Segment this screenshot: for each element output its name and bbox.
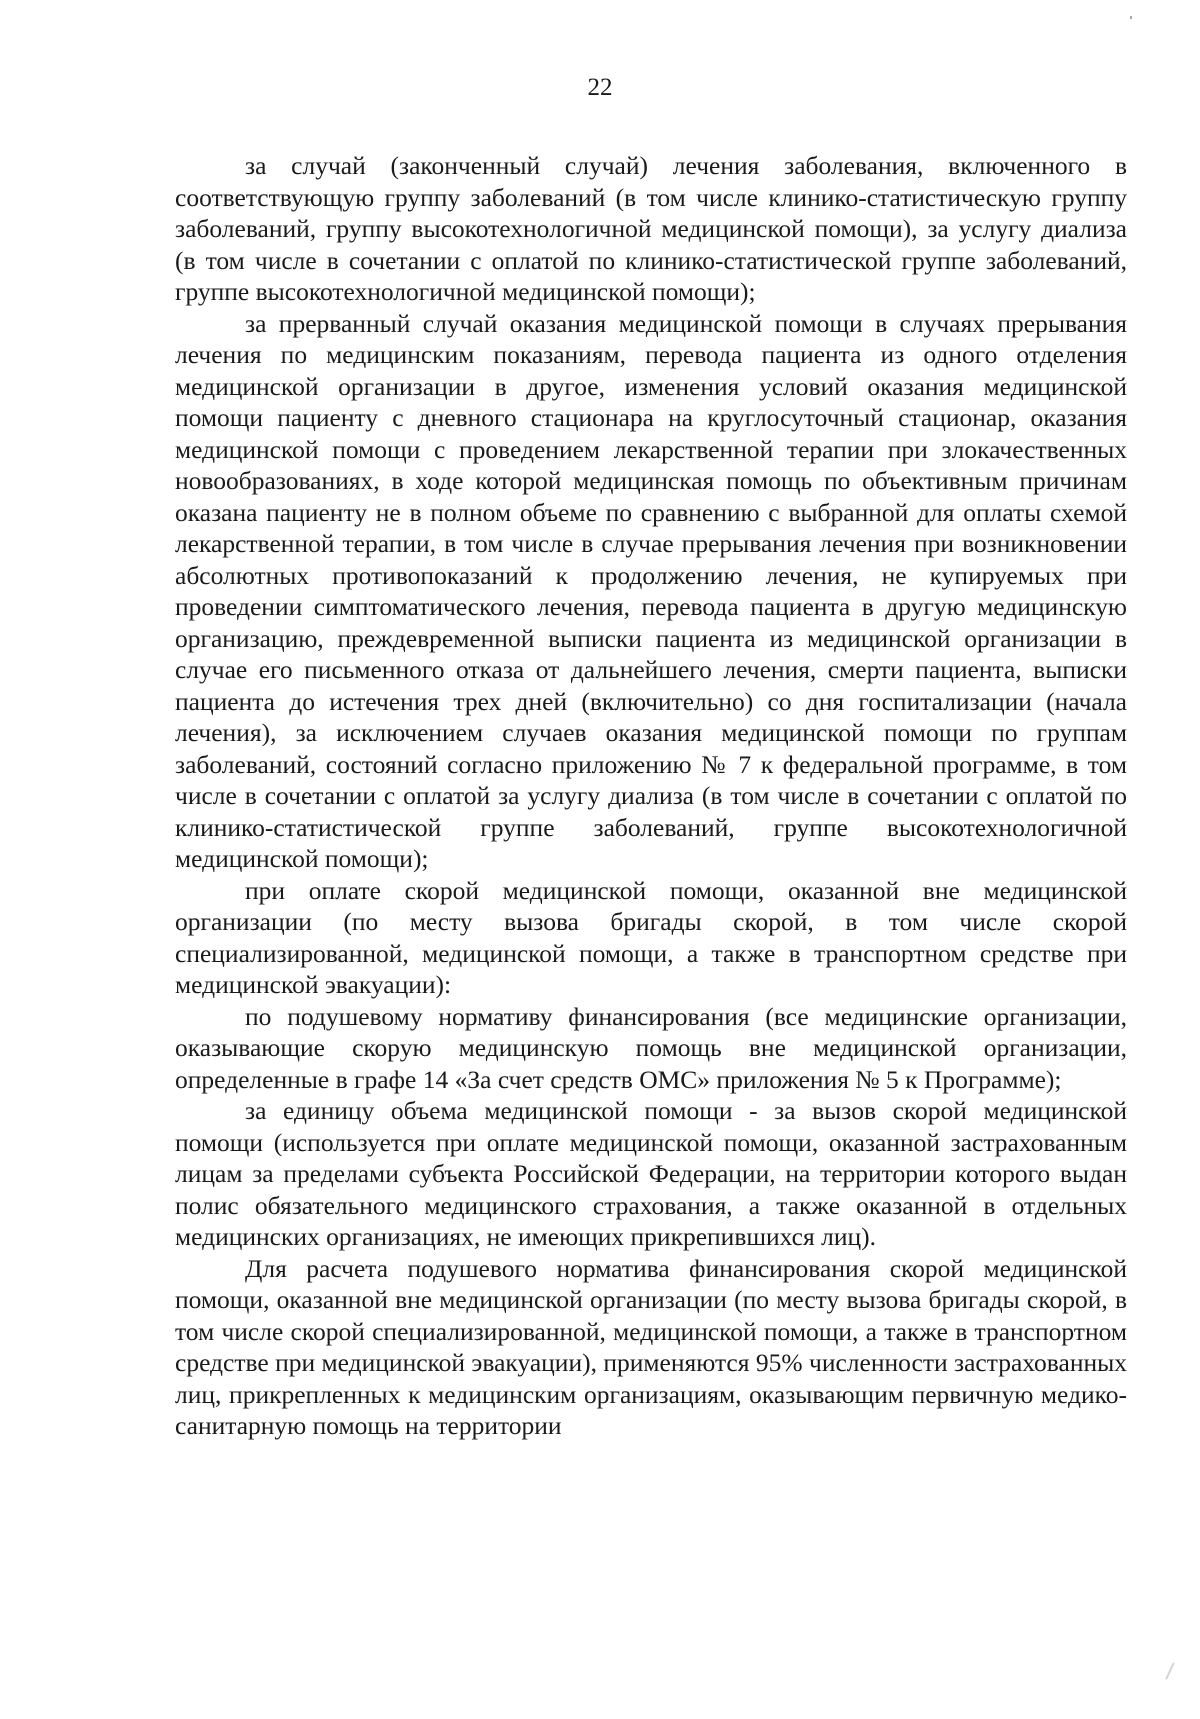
page-number: 22 [587, 74, 613, 101]
document-body [175, 150, 1127, 1442]
paragraph-per-capita-norm: по подушевому нормативу финансирования (все медицинские организации, оказывающие скорую медицинскую помощь вне медицинской организации, определенные в графе 14 «За счет средств ОМС» приложения № 5 к Программе); [175, 1001, 1127, 1094]
paragraph-per-call-unit: за единицу объема медицинской помощи - за вызов скорой медицинской помощи (используется при оплате медицинской помощи, оказанной застрахованным лицам за пределами субъекта Российской Федерации, на территории которого выдан полис обязательного медицинского страхования, а также оказанной в отдельных медицинских организациях, не имеющих прикрепившихся лиц). [175, 1096, 1127, 1251]
scan-artifact [1130, 16, 1132, 19]
paragraph-emergency-payment: при оплате скорой медицинской помощи, оказанной вне медицинской организации (по месту вызова бригады скорой, в том числе скорой специализированной, медицинской помощи, а также в транспортном средстве при медицинской эвакуации): [175, 875, 1127, 999]
paragraph-case-payment: за случай (законченный случай) лечения заболевания, включенного в соответствующую группу заболеваний (в том числе клинико-статистическую группу заболеваний, группу высокотехнологичной медицинской помощи), за услугу диализа (в том числе в сочетании с оплатой по клинико-статистической группе заболеваний, группе высокотехнологичной медицинской помощи); [175, 151, 1127, 306]
scan-artifact [1165, 1662, 1174, 1679]
paragraph-interrupted-case: за прерванный случай оказания медицинской помощи в случаях прерывания лечения по медицинским показаниям, перевода пациента из одного отделения медицинской организации в другое, изменения условий оказания медицинской помощи пациенту с дневного стационара на круглосуточный стационар, оказания медицинской помощи с проведением лекарственной терапии при злокачественных новообразованиях, в ходе которой медицинская помощь по объективным причинам оказана пациенту не в полном объеме по сравнению с выбранной для оплаты схемой лекарственной терапии, в том числе в случае прерывания лечения при возникновении абсолютных противопоказаний к продолжению лечения, не купируемых при проведении симптоматического лечения, перевода пациента в другую медицинскую организацию, преждевременной выписки пациента из медицинской организации в случае его письменного отказа от дальнейшего лечения, смерти пациента, выписки пациента до истечения трех дней (включительно) со дня госпитализации (начала лечения), за исключением случаев оказания медицинской помощи по группам заболеваний, состояний согласно приложению № 7 к федеральной программе, в том числе в сочетании с оплатой за услугу диализа (в том числе в сочетании с оплатой по клинико-статистической группе заболеваний, группе высокотехнологичной медицинской помощи); [175, 308, 1127, 873]
paragraph-calculation: Для расчета подушевого норматива финансирования скорой медицинской помощи, оказанной вне медицинской организации (по месту вызова бригады скорой, в том числе скорой специализированной, медицинской помощи, а также в транспортном средстве при медицинской эвакуации), применяются 95% численности застрахованных лиц, прикрепленных к медицинским организациям, оказывающим первичную медико-санитарную помощь на территории [175, 1253, 1127, 1440]
